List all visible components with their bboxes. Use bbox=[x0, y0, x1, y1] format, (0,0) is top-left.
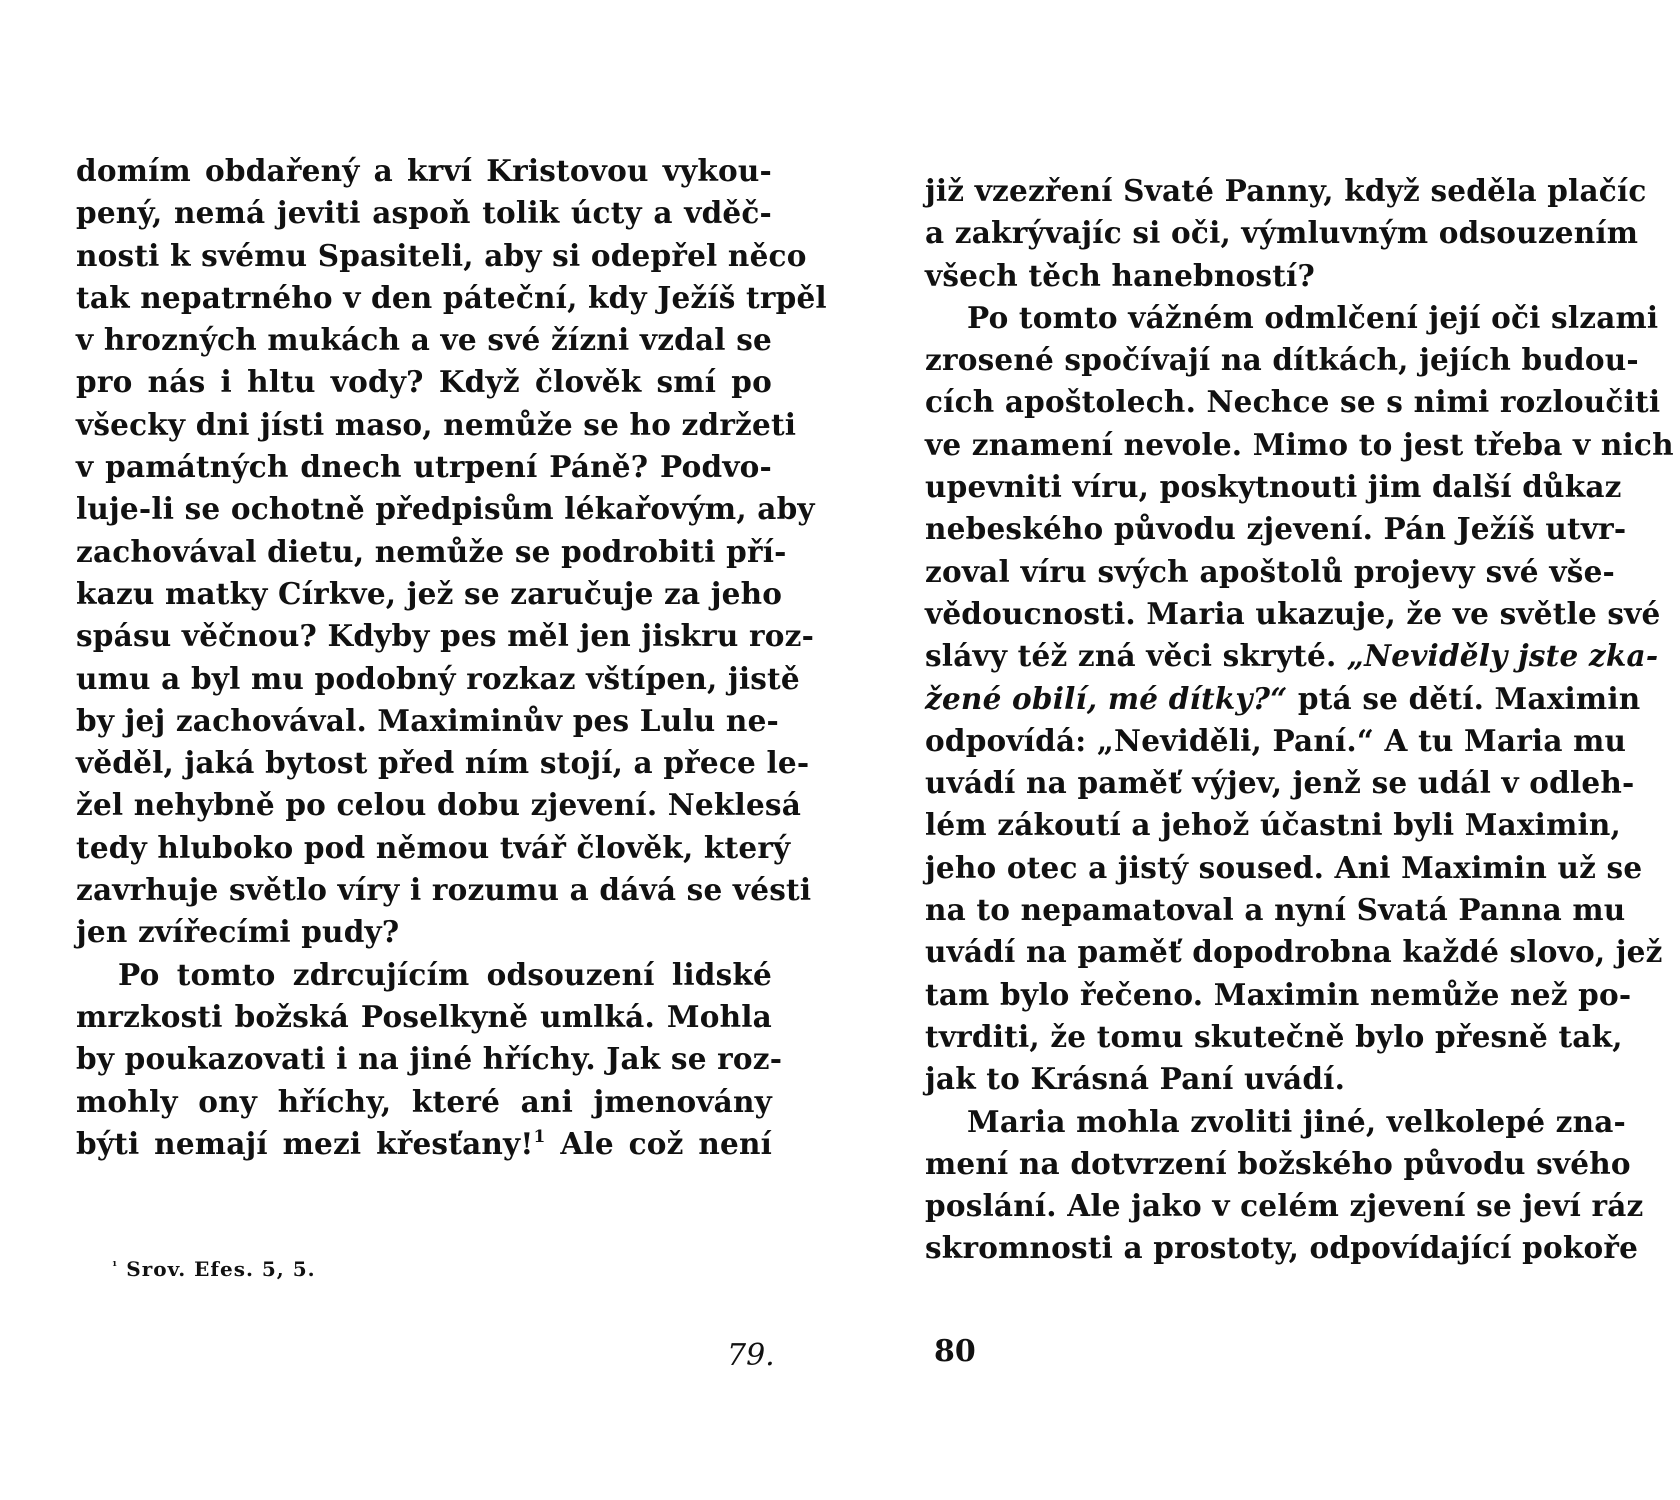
footnote bbox=[112, 1257, 316, 1281]
text-line: luje-li se ochotně předpisům lékařovým, aby bbox=[76, 491, 815, 527]
text-line: spásu věčnou? Kdyby pes měl jen jiskru roz- bbox=[76, 618, 815, 654]
text-line: mohly ony hříchy, které ani jmenovány bbox=[76, 1083, 772, 1119]
text-line: již vzezření Svaté Panny, když seděla plačíc bbox=[925, 173, 1647, 208]
text-line-with-footnote bbox=[76, 1123, 772, 1165]
text-line: a zakrývajíc si oči, výmluvným odsouzením bbox=[925, 215, 1639, 251]
text-line: v hrozných mukách a ve své žízni vzdal se bbox=[76, 322, 772, 358]
text-line: zachovával dietu, nemůže se podrobiti pří- bbox=[76, 533, 787, 569]
text-line: zrosené spočívají na dítkách, jejích budou- bbox=[925, 342, 1639, 378]
text-line: jeho otec a jistý soused. Ani Maximin už se bbox=[925, 849, 1643, 885]
footnote-mark: ¹ bbox=[112, 1259, 119, 1273]
text-line: upevniti víru, poskytnouti jim další důkaz bbox=[925, 469, 1622, 505]
text-segment: Ale což není bbox=[545, 1125, 772, 1161]
right-page-text bbox=[925, 170, 1674, 1270]
text-line: Po tomto vážném odmlčení její oči slzami bbox=[967, 299, 1659, 335]
text-line: uvádí na paměť dopodrobna každé slovo, jež bbox=[925, 934, 1663, 970]
text-line: Po tomto zdrcujícím odsouzení lidské bbox=[118, 956, 772, 992]
text-line: zavrhuje světlo víry i rozumu a dává se vésti bbox=[76, 872, 812, 908]
text-line: tam bylo řečeno. Maximin nemůže než po- bbox=[925, 976, 1632, 1012]
text-line: cích apoštolech. Nechce se s nimi rozloučiti bbox=[925, 384, 1661, 420]
quote-italic: žené obilí, mé dítky?“ bbox=[925, 680, 1288, 716]
text-line: vědoucnosti. Maria ukazuje, že ve světle své bbox=[925, 595, 1661, 631]
text-line: Maria mohla zvoliti jiné, velkolepé zna- bbox=[967, 1103, 1626, 1139]
text-line: pený, nemá jeviti aspoň tolik úcty a vděč- bbox=[76, 195, 772, 231]
footnote-reference: 1 bbox=[533, 1126, 546, 1147]
text-segment: slávy též zná věci skryté. bbox=[925, 638, 1347, 674]
text-line: zoval víru svých apoštolů projevy své vše- bbox=[925, 553, 1615, 589]
text-line: mení na dotvrzení božského původu svého bbox=[925, 1145, 1631, 1181]
text-line: tak nepatrného v den páteční, kdy Ježíš trpěl bbox=[76, 279, 827, 315]
text-line: poslání. Ale jako v celém zjevení se jeví ráz bbox=[925, 1188, 1644, 1224]
text-line: mrzkosti božská Poselkyně umlká. Mohla bbox=[76, 998, 772, 1034]
text-line: lém zákoutí a jehož účastni byli Maximin, bbox=[925, 807, 1622, 843]
text-line: by jej zachovával. Maximinův pes Lulu ne- bbox=[76, 702, 779, 738]
text-line: domím obdařený a krví Kristovou vykou- bbox=[76, 153, 772, 188]
text-line-with-quote bbox=[925, 678, 1641, 720]
text-line: věděl, jaká bytost před ním stojí, a přece le- bbox=[76, 745, 810, 781]
text-line: pro nás i hltu vody? Když člověk smí po bbox=[76, 364, 772, 400]
text-line: odpovídá: „Neviděli, Paní.“ A tu Maria mu bbox=[925, 722, 1627, 758]
text-line: v památných dnech utrpení Páně? Podvo- bbox=[76, 449, 772, 485]
text-line: by poukazovati i na jiné hříchy. Jak se roz- bbox=[76, 1041, 783, 1077]
text-line: na to nepamatoval a nyní Svatá Panna mu bbox=[925, 892, 1626, 928]
text-line: umu a byl mu podobný rozkaz vštípen, jistě bbox=[76, 660, 800, 696]
text-line: jen zvířecími pudy? bbox=[76, 914, 400, 950]
text-segment: ptá se dětí. Maximin bbox=[1287, 680, 1641, 716]
text-line: nebeského původu zjevení. Pán Ježíš utvr- bbox=[925, 511, 1627, 547]
text-line: uvádí na paměť výjev, jenž se udál v odleh- bbox=[925, 765, 1635, 801]
footnote-text: Srov. Efes. 5, 5. bbox=[126, 1257, 316, 1281]
text-line: všecky dni jísti maso, nemůže se ho zdržeti bbox=[76, 406, 797, 442]
text-line: všech těch hanebností? bbox=[925, 257, 1315, 293]
text-line: tvrditi, že tomu skutečně bylo přesně tak, bbox=[925, 1018, 1623, 1054]
page-number-right: 80 bbox=[934, 1334, 976, 1369]
text-line-with-quote bbox=[925, 635, 1659, 677]
text-line: žel nehybně po celou dobu zjevení. Neklesá bbox=[76, 787, 802, 823]
quote-italic: „Neviděly jste zka- bbox=[1346, 638, 1659, 674]
text-line: kazu matky Církve, jež se zaručuje za jeho bbox=[76, 575, 783, 611]
text-segment: býti nemají mezi křesťany! bbox=[76, 1125, 534, 1161]
text-line: jak to Krásná Paní uvádí. bbox=[925, 1061, 1346, 1097]
page-number-left: 79. bbox=[727, 1338, 775, 1373]
text-line: skromnosti a prostoty, odpovídající pokoře bbox=[925, 1230, 1639, 1266]
text-line: ve znamení nevole. Mimo to jest třeba v nich bbox=[925, 426, 1674, 462]
left-page-text bbox=[76, 150, 827, 1165]
text-line: nosti k svému Spasiteli, aby si odepřel něco bbox=[76, 237, 807, 273]
text-line: tedy hluboko pod němou tvář člověk, který bbox=[76, 829, 791, 865]
